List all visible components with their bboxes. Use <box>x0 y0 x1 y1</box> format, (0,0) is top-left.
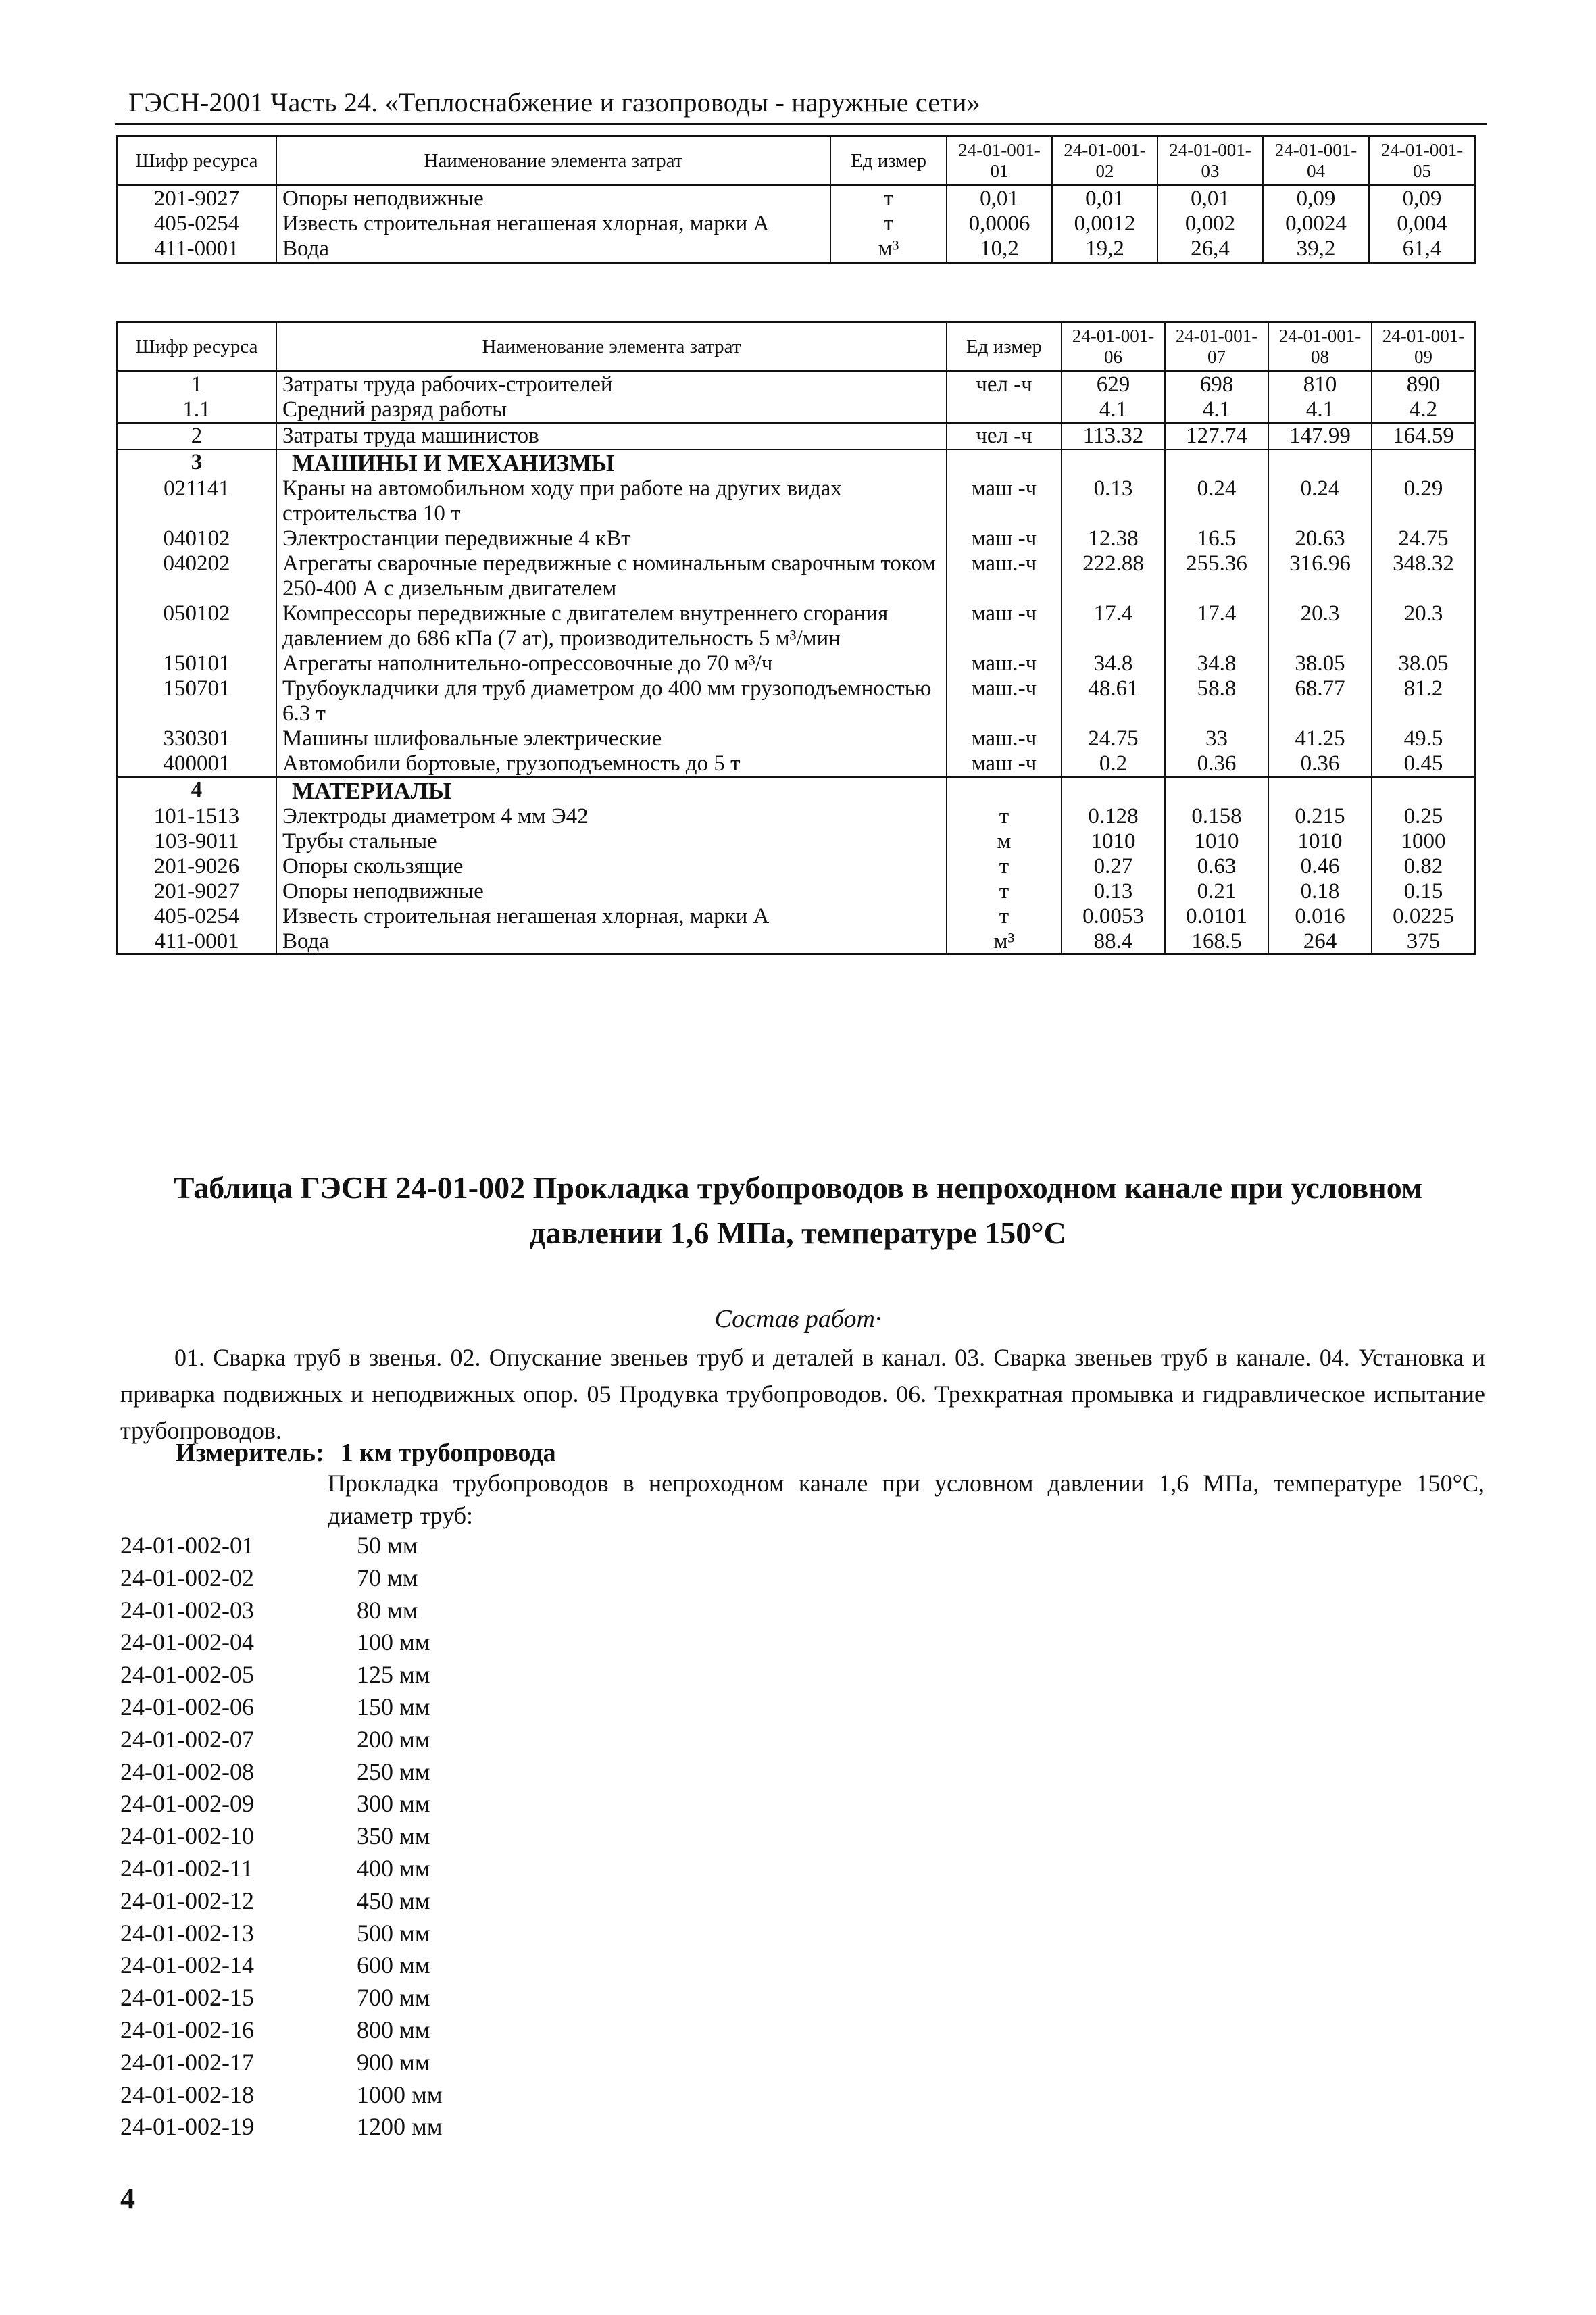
cell-value <box>1268 449 1372 476</box>
header-unit: Ед измер <box>947 322 1062 372</box>
norm-code: 24-01-002-09 <box>120 1790 254 1818</box>
table-row <box>117 186 1475 211</box>
list-item <box>120 1949 443 1982</box>
cell-value: 255.36 <box>1165 551 1268 601</box>
pipe-diameter: 200 мм <box>357 1725 430 1753</box>
cell-value: 0.24 <box>1165 476 1268 526</box>
cell-value: 20.3 <box>1372 601 1475 651</box>
norm-code: 24-01-002-17 <box>120 2048 254 2076</box>
cell-value: 0.46 <box>1268 854 1372 879</box>
pipe-diameter: 600 мм <box>357 1951 430 1979</box>
cell-value: 222.88 <box>1062 551 1165 601</box>
table-header-row <box>117 322 1475 372</box>
cell-value: 58.8 <box>1165 676 1268 726</box>
header-norm-code: 24-01-001-06 <box>1062 322 1165 372</box>
pipe-diameter: 100 мм <box>357 1628 430 1656</box>
cell-unit: м³ <box>947 929 1062 955</box>
header-norm-code: 24-01-001-09 <box>1372 322 1475 372</box>
cell-element-name: Трубы стальные <box>276 829 947 854</box>
cell-value: 264 <box>1268 929 1372 955</box>
table-row <box>117 551 1475 601</box>
cell-unit <box>947 777 1062 804</box>
pipe-diameter: 300 мм <box>357 1790 430 1818</box>
norm-code: 24-01-002-16 <box>120 2016 254 2043</box>
cell-unit: т <box>947 879 1062 904</box>
cell-unit: маш.-ч <box>947 726 1062 751</box>
cell-resource-code: 050102 <box>117 601 276 651</box>
cell-resource-code: 1 <box>117 372 276 397</box>
cell-value: 0.016 <box>1268 904 1372 929</box>
cell-element-name: Опоры неподвижные <box>276 879 947 904</box>
resource-table-2 <box>116 321 1476 955</box>
norm-code: 24-01-002-14 <box>120 1951 254 1979</box>
pipe-diameter: 250 мм <box>357 1758 430 1785</box>
pipe-diameter: 80 мм <box>357 1596 418 1624</box>
meter-label: Измеритель: <box>176 1439 324 1467</box>
cell-element-name: Вода <box>276 929 947 955</box>
list-item <box>120 2079 443 2112</box>
list-item <box>120 1659 443 1691</box>
cell-value: 0.128 <box>1062 804 1165 829</box>
pipe-diameter: 150 мм <box>357 1693 430 1720</box>
cell-unit <box>947 397 1062 423</box>
table-row <box>117 929 1475 955</box>
pipe-diameter: 1200 мм <box>357 2113 443 2141</box>
cell-resource-code: 040102 <box>117 526 276 551</box>
pipe-diameter: 70 мм <box>357 1564 418 1591</box>
cell-unit <box>947 449 1062 476</box>
pipe-diameter: 400 мм <box>357 1854 430 1882</box>
cell-element-name: МАТЕРИАЛЫ <box>276 777 947 804</box>
cell-value: 24.75 <box>1062 726 1165 751</box>
cell-value: 24.75 <box>1372 526 1475 551</box>
list-item <box>120 1724 443 1756</box>
cell-value: 0.0101 <box>1165 904 1268 929</box>
list-item <box>120 1982 443 2014</box>
header-norm-code: 24-01-001-03 <box>1157 136 1263 186</box>
cell-unit: маш.-ч <box>947 676 1062 726</box>
norm-code: 24-01-002-11 <box>120 1854 253 1882</box>
cell-value: 0,09 <box>1369 186 1475 211</box>
cell-value: 698 <box>1165 372 1268 397</box>
cell-unit: маш -ч <box>947 751 1062 777</box>
table-row <box>117 904 1475 929</box>
cell-unit: маш -ч <box>947 601 1062 651</box>
cell-value: 0.2 <box>1062 751 1165 777</box>
cell-value: 4.1 <box>1268 397 1372 423</box>
cell-unit: т <box>830 186 947 211</box>
cell-value: 34.8 <box>1062 651 1165 676</box>
header-norm-code: 24-01-001-02 <box>1052 136 1157 186</box>
cell-element-name: Краны на автомобильном ходу при работе на других видах строительства 10 т <box>276 476 947 526</box>
cell-value: 0.15 <box>1372 879 1475 904</box>
header-norm-code: 24-01-001-01 <box>947 136 1052 186</box>
cell-value <box>1372 777 1475 804</box>
cell-value: 0.63 <box>1165 854 1268 879</box>
table-body <box>117 372 1475 955</box>
cell-value: 10,2 <box>947 237 1052 262</box>
list-item <box>120 1788 443 1820</box>
cell-resource-code: 201-9027 <box>117 186 276 211</box>
norm-code: 24-01-002-05 <box>120 1661 254 1689</box>
cell-resource-code: 400001 <box>117 751 276 777</box>
cell-value <box>1372 449 1475 476</box>
norm-code: 24-01-002-12 <box>120 1887 254 1914</box>
cell-resource-code: 405-0254 <box>117 904 276 929</box>
cell-value: 0.36 <box>1165 751 1268 777</box>
cell-value: 1000 <box>1372 829 1475 854</box>
cell-value: 0.45 <box>1372 751 1475 777</box>
cell-unit: м <box>947 829 1062 854</box>
pipe-diameter: 50 мм <box>357 1532 418 1559</box>
cell-value <box>1062 777 1165 804</box>
table-row <box>117 751 1475 777</box>
table-row <box>117 601 1475 651</box>
cell-value: 316.96 <box>1268 551 1372 601</box>
cell-value: 810 <box>1268 372 1372 397</box>
cell-value: 0,01 <box>1052 186 1157 211</box>
list-item <box>120 1756 443 1789</box>
norm-code: 24-01-002-15 <box>120 1984 254 2012</box>
cell-unit: маш -ч <box>947 476 1062 526</box>
table-row <box>117 526 1475 551</box>
cell-value: 19,2 <box>1052 237 1157 262</box>
cell-value: 348.32 <box>1372 551 1475 601</box>
list-item <box>120 1853 443 1885</box>
resource-table-1 <box>116 135 1476 264</box>
table-body <box>117 186 1475 263</box>
cell-value: 0,0006 <box>947 211 1052 237</box>
pipe-diameter: 500 мм <box>357 1919 430 1947</box>
table-row <box>117 237 1475 262</box>
norm-code: 24-01-002-13 <box>120 1919 254 1947</box>
list-item <box>120 1595 443 1627</box>
cell-value: 0,002 <box>1157 211 1263 237</box>
section-title <box>101 1166 1495 1255</box>
cell-resource-code: 411-0001 <box>117 237 276 262</box>
pipe-diameter: 125 мм <box>357 1661 430 1689</box>
cell-value: 34.8 <box>1165 651 1268 676</box>
cell-value: 0.158 <box>1165 804 1268 829</box>
cell-resource-code: 1.1 <box>117 397 276 423</box>
header-cost-element: Наименование элемента затрат <box>276 136 830 186</box>
code-list <box>120 1530 443 2143</box>
cell-value: 164.59 <box>1372 423 1475 449</box>
cell-resource-code: 150701 <box>117 676 276 726</box>
cell-value: 41.25 <box>1268 726 1372 751</box>
table-row <box>117 777 1475 804</box>
cell-element-name: Электростанции передвижные 4 кВт <box>276 526 947 551</box>
norm-code: 24-01-002-03 <box>120 1596 254 1624</box>
cell-value: 0.25 <box>1372 804 1475 829</box>
works-composition-text: 01. Сварка труб в звенья. 02. Опускание звеньев труб и деталей в канал. 03. Сварка звеньев труб в канале. 04. Установка и приварка подвижных и неподвижных опор. 05 Продувка трубопроводов. 06. Трехкратная промывка и гидравлическое испытание трубопроводов. <box>120 1344 1485 1444</box>
cell-value: 20.3 <box>1268 601 1372 651</box>
cell-value <box>1062 449 1165 476</box>
cell-value: 0,0012 <box>1052 211 1157 237</box>
cell-value: 48.61 <box>1062 676 1165 726</box>
cell-value: 26,4 <box>1157 237 1263 262</box>
pipe-diameter: 800 мм <box>357 2016 430 2043</box>
list-item <box>120 2047 443 2079</box>
page-number: 4 <box>120 2182 135 2215</box>
table-row <box>117 397 1475 423</box>
table-row <box>117 854 1475 879</box>
cell-value: 12.38 <box>1062 526 1165 551</box>
cell-value: 0.21 <box>1165 879 1268 904</box>
meter-value: 1 км трубопровода <box>340 1439 556 1467</box>
table-row <box>117 476 1475 526</box>
cell-unit: т <box>830 211 947 237</box>
header-norm-code: 24-01-001-07 <box>1165 322 1268 372</box>
cell-resource-code: 101-1513 <box>117 804 276 829</box>
table-row <box>117 211 1475 237</box>
cell-element-name: МАШИНЫ И МЕХАНИЗМЫ <box>276 449 947 476</box>
cell-element-name: Известь строительная негашеная хлорная, марки А <box>276 904 947 929</box>
cell-value: 38.05 <box>1268 651 1372 676</box>
cell-value: 68.77 <box>1268 676 1372 726</box>
table-row <box>117 829 1475 854</box>
list-item <box>120 1820 443 1853</box>
cell-resource-code: 330301 <box>117 726 276 751</box>
cell-value: 1010 <box>1268 829 1372 854</box>
cell-value: 33 <box>1165 726 1268 751</box>
cell-unit: т <box>947 804 1062 829</box>
header-unit: Ед измер <box>830 136 947 186</box>
cell-unit: маш -ч <box>947 526 1062 551</box>
cell-value: 0.29 <box>1372 476 1475 526</box>
header-resource-code: Шифр ресурса <box>117 136 276 186</box>
cell-value: 890 <box>1372 372 1475 397</box>
section-title-line-1: Таблица ГЭСН 24-01-002 Прокладка трубопроводов в непроходном канале при условном <box>173 1170 1423 1205</box>
cell-element-name: Агрегаты сварочные передвижные с номинальным сварочным током 250-400 А с дизельным двигателем <box>276 551 947 601</box>
header-rule <box>115 123 1487 125</box>
list-item <box>120 1885 443 1918</box>
norm-code: 24-01-002-10 <box>120 1822 254 1850</box>
cell-element-name: Известь строительная негашеная хлорная, марки А <box>276 211 830 237</box>
cell-value: 17.4 <box>1165 601 1268 651</box>
cell-resource-code: 411-0001 <box>117 929 276 955</box>
norm-code: 24-01-002-06 <box>120 1693 254 1720</box>
pipe-diameter: 350 мм <box>357 1822 430 1850</box>
norm-code: 24-01-002-01 <box>120 1532 254 1559</box>
table-header-row <box>117 136 1475 186</box>
cell-value: 0,09 <box>1263 186 1369 211</box>
cell-element-name: Компрессоры передвижные с двигателем внутреннего сгорания давлением до 686 кПа (7 ат), производительность 5 м³/мин <box>276 601 947 651</box>
cell-resource-code: 040202 <box>117 551 276 601</box>
pipe-description: Прокладка трубопроводов в непроходном канале при условном давлении 1,6 МПа, температуре 150°С, диаметр труб: <box>328 1470 1485 1529</box>
cell-unit: маш.-ч <box>947 551 1062 601</box>
section-title-line-2: давлении 1,6 МПа, температуре 150°С <box>530 1215 1066 1250</box>
cell-resource-code: 3 <box>117 449 276 476</box>
norm-code: 24-01-002-07 <box>120 1725 254 1753</box>
cell-resource-code: 201-9027 <box>117 879 276 904</box>
cell-element-name: Опоры скользящие <box>276 854 947 879</box>
cell-value: 61,4 <box>1369 237 1475 262</box>
cell-value <box>1165 449 1268 476</box>
norm-code: 24-01-002-18 <box>120 2081 254 2108</box>
cell-value: 0.13 <box>1062 476 1165 526</box>
list-item <box>120 1918 443 1950</box>
cell-value: 4.1 <box>1165 397 1268 423</box>
list-item <box>120 2014 443 2047</box>
norm-code: 24-01-002-08 <box>120 1758 254 1785</box>
table-row <box>117 804 1475 829</box>
cell-value: 147.99 <box>1268 423 1372 449</box>
cell-element-name: Машины шлифовальные электрические <box>276 726 947 751</box>
table-row <box>117 651 1475 676</box>
table-row <box>117 879 1475 904</box>
cell-value: 0.0053 <box>1062 904 1165 929</box>
cell-value: 0.27 <box>1062 854 1165 879</box>
cell-element-name: Затраты труда машинистов <box>276 423 947 449</box>
cell-unit: м³ <box>830 237 947 262</box>
list-item <box>120 1691 443 1724</box>
table-row <box>117 372 1475 397</box>
cell-value: 0.24 <box>1268 476 1372 526</box>
cell-resource-code: 2 <box>117 423 276 449</box>
table-row <box>117 449 1475 476</box>
header-norm-code: 24-01-001-04 <box>1263 136 1369 186</box>
cell-value: 168.5 <box>1165 929 1268 955</box>
cell-value: 629 <box>1062 372 1165 397</box>
header-cost-element: Наименование элемента затрат <box>276 322 947 372</box>
works-composition-title: Состав работ· <box>714 1305 882 1333</box>
cell-value: 113.32 <box>1062 423 1165 449</box>
cell-value: 4.1 <box>1062 397 1165 423</box>
cell-value <box>1268 777 1372 804</box>
table-row <box>117 676 1475 726</box>
list-item <box>120 1626 443 1659</box>
cell-element-name: Трубоукладчики для труб диаметром до 400 мм грузоподъемностью 6.3 т <box>276 676 947 726</box>
cell-resource-code: 021141 <box>117 476 276 526</box>
norm-code: 24-01-002-04 <box>120 1628 254 1656</box>
cell-value: 375 <box>1372 929 1475 955</box>
header-resource-code: Шифр ресурса <box>117 322 276 372</box>
cell-value: 4.2 <box>1372 397 1475 423</box>
list-item <box>120 1562 443 1595</box>
cell-value: 0,01 <box>1157 186 1263 211</box>
cell-unit: т <box>947 904 1062 929</box>
cell-value: 0,0024 <box>1263 211 1369 237</box>
cell-value: 1010 <box>1062 829 1165 854</box>
cell-unit: маш.-ч <box>947 651 1062 676</box>
cell-value: 17.4 <box>1062 601 1165 651</box>
pipe-diameter: 1000 мм <box>357 2081 443 2108</box>
cell-resource-code: 4 <box>117 777 276 804</box>
cell-value: 38.05 <box>1372 651 1475 676</box>
cell-element-name: Агрегаты наполнительно-опрессовочные до 70 м³/ч <box>276 651 947 676</box>
cell-element-name: Автомобили бортовые, грузоподъемность до 5 т <box>276 751 947 777</box>
cell-value: 20.63 <box>1268 526 1372 551</box>
cell-resource-code: 150101 <box>117 651 276 676</box>
meter-line <box>176 1438 572 1468</box>
cell-value: 0.13 <box>1062 879 1165 904</box>
cell-value: 16.5 <box>1165 526 1268 551</box>
cell-value: 0.82 <box>1372 854 1475 879</box>
cell-value: 0.215 <box>1268 804 1372 829</box>
cell-element-name: Затраты труда рабочих-строителей <box>276 372 947 397</box>
pipe-diameter: 900 мм <box>357 2048 430 2076</box>
header-norm-code: 24-01-001-08 <box>1268 322 1372 372</box>
cell-value: 127.74 <box>1165 423 1268 449</box>
norm-code: 24-01-002-19 <box>120 2113 254 2141</box>
cell-value: 0,01 <box>947 186 1052 211</box>
cell-element-name: Электроды диаметром 4 мм Э42 <box>276 804 947 829</box>
list-item <box>120 1530 443 1562</box>
cell-value <box>1165 777 1268 804</box>
cell-value: 81.2 <box>1372 676 1475 726</box>
cell-resource-code: 201-9026 <box>117 854 276 879</box>
cell-element-name: Вода <box>276 237 830 262</box>
cell-value: 1010 <box>1165 829 1268 854</box>
cell-element-name: Опоры неподвижные <box>276 186 830 211</box>
running-header: ГЭСН-2001 Часть 24. «Теплоснабжение и газопроводы - наружные сети» <box>128 87 980 118</box>
cell-value: 39,2 <box>1263 237 1369 262</box>
cell-unit: чел -ч <box>947 423 1062 449</box>
cell-unit: т <box>947 854 1062 879</box>
list-item <box>120 2111 443 2143</box>
pipe-diameter: 450 мм <box>357 1887 430 1914</box>
cell-value: 0.0225 <box>1372 904 1475 929</box>
cell-unit: чел -ч <box>947 372 1062 397</box>
cell-value: 0.36 <box>1268 751 1372 777</box>
cell-value: 0.18 <box>1268 879 1372 904</box>
pipe-diameter: 700 мм <box>357 1984 430 2012</box>
cell-element-name: Средний разряд работы <box>276 397 947 423</box>
table-row <box>117 726 1475 751</box>
cell-resource-code: 405-0254 <box>117 211 276 237</box>
table-row <box>117 423 1475 449</box>
cell-value: 0,004 <box>1369 211 1475 237</box>
header-norm-code: 24-01-001-05 <box>1369 136 1475 186</box>
cell-resource-code: 103-9011 <box>117 829 276 854</box>
norm-code: 24-01-002-02 <box>120 1564 254 1591</box>
cell-value: 88.4 <box>1062 929 1165 955</box>
cell-value: 49.5 <box>1372 726 1475 751</box>
